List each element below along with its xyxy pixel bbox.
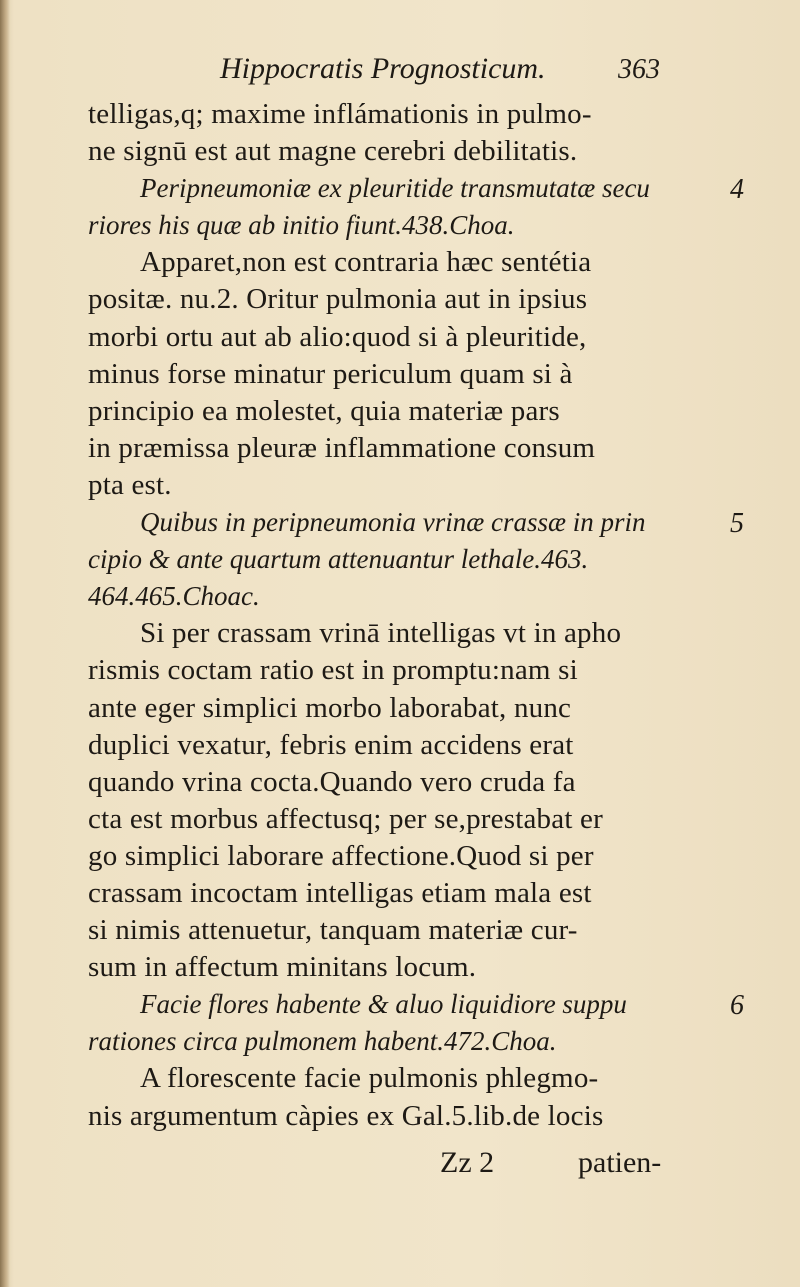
catchword: patien-: [578, 1146, 662, 1179]
text-line: nis argumentum càpies ex Gal.5.lib.de locis: [88, 1099, 604, 1132]
binding-gutter: [0, 0, 10, 1287]
text-line: cta est morbus affectusq; per se,prestabat er: [88, 802, 603, 835]
margin-note: 6: [730, 990, 744, 1022]
text-line: rationes circa pulmonem habent.472.Choa.: [88, 1026, 557, 1057]
text-line: si nimis attenuetur, tanquam materiæ cur-: [88, 914, 578, 947]
text-line: positæ. nu.2. Oritur pulmonia aut in ipsius: [88, 283, 588, 316]
text-line: Peripneumoniæ ex pleuritide transmutatæ secu: [140, 173, 650, 204]
body-text: [88, 96, 688, 1135]
text-line: ne signū est aut magne cerebri debilitatis.: [88, 135, 578, 168]
text-line: cipio & ante quartum attenuantur lethale.463.: [88, 544, 589, 575]
text-line: riores his quæ ab initio fiunt.438.Choa.: [88, 210, 515, 241]
text-line: sum in affectum minitans locum.: [88, 951, 477, 984]
text-line: Quibus in peripneumonia vrinæ crassæ in prin: [140, 507, 646, 538]
text-line: Facie flores habente & aluo liquidiore suppu: [140, 989, 627, 1020]
text-line: go simplici laborare affectione.Quod si per: [88, 839, 594, 872]
running-title: Hippocratis Prognosticum.: [220, 52, 546, 85]
text-line: duplici vexatur, febris enim accidens erat: [88, 728, 574, 761]
text-line: minus forse minatur periculum quam si à: [88, 357, 573, 390]
text-line: Apparet,non est contraria hæc sentétia: [140, 246, 592, 279]
text-line: A florescente facie pulmonis phlegmo-: [140, 1062, 599, 1095]
margin-note: 4: [730, 174, 744, 206]
margin-notes: [728, 0, 768, 1287]
text-line: telligas,q; maxime inflámationis in pulmo-: [88, 98, 592, 130]
text-line: in præmissa pleuræ inflammatione consum: [88, 431, 596, 464]
text-line: Si per crassam vrinā intelligas vt in apho: [140, 617, 622, 650]
page-footer: [88, 1146, 688, 1186]
text-line: rismis coctam ratio est in promptu:nam si: [88, 654, 578, 687]
page-number: 363: [618, 54, 660, 85]
text-line: 464.465.Choac.: [88, 581, 260, 612]
margin-note: 5: [730, 508, 744, 540]
signature-mark: Zz 2: [440, 1146, 495, 1179]
text-line: crassam incoctam intelligas etiam mala est: [88, 876, 592, 909]
page-header: [88, 52, 700, 102]
text-line: ante eger simplici morbo laborabat, nunc: [88, 691, 572, 724]
text-line: quando vrina cocta.Quando vero cruda fa: [88, 765, 576, 798]
text-line: morbi ortu aut ab alio:quod si à pleuritide,: [88, 320, 587, 353]
text-line: pta est.: [88, 468, 172, 501]
text-line: principio ea molestet, quia materiæ pars: [88, 394, 560, 427]
